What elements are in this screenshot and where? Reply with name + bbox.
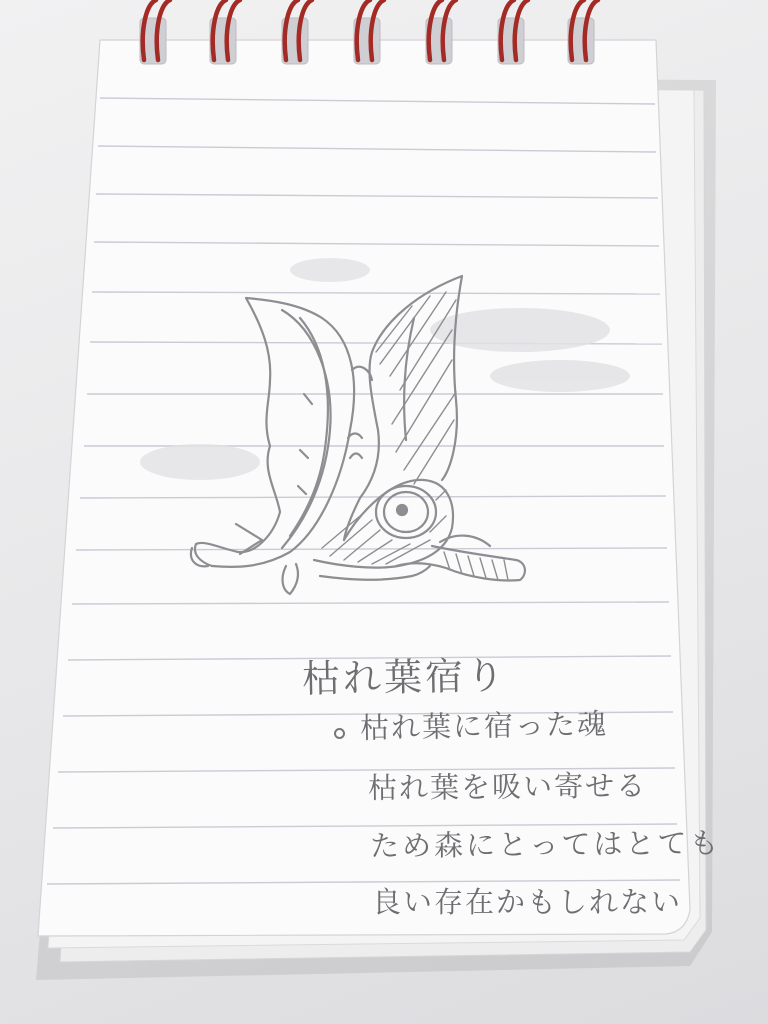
note-line-4: 良い存在かもしれない [372,885,683,919]
note-line-3: ため森にとってはとても [369,825,722,863]
note-line-2: 枯れ葉を吸い寄せる [367,768,648,805]
note-title: 枯れ葉宿り [301,653,508,701]
bullet-point [334,728,345,739]
note-line-1: 枯れ葉に宿った魂 [359,706,609,745]
